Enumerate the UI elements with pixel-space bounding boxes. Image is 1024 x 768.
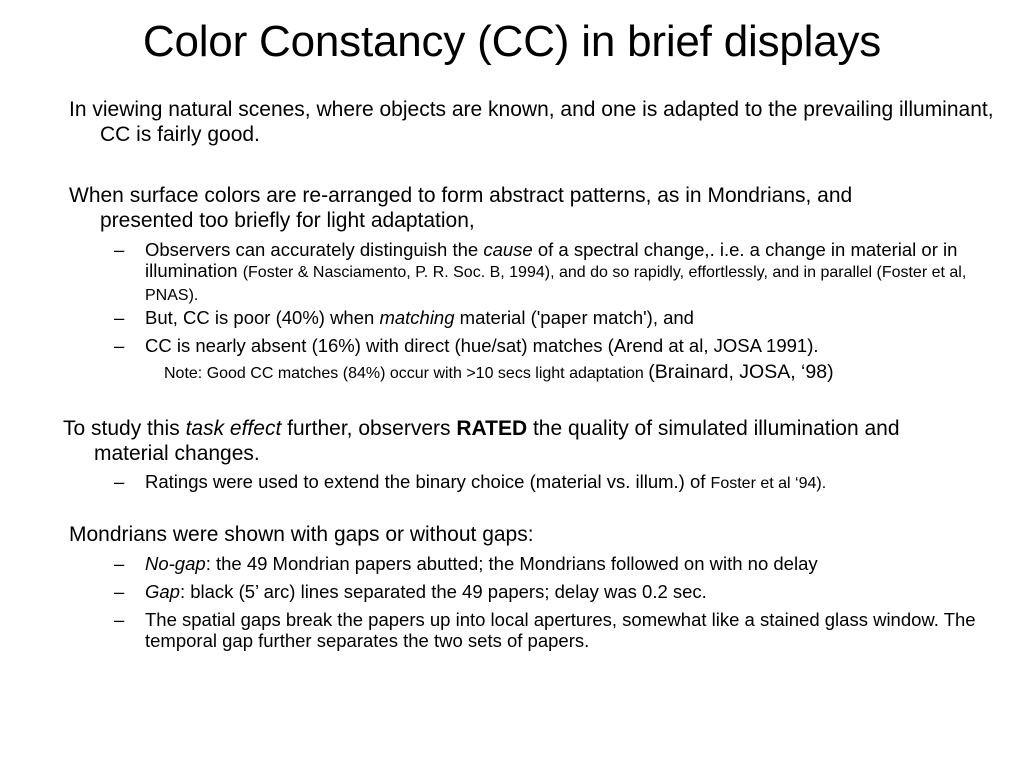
paragraph-task-effect	[63, 416, 974, 466]
bullet-text: The spatial gaps break the papers up into local apertures, somewhat like a stained glass window. The temporal gap further separates the two sets of papers.	[145, 609, 976, 651]
note-text: Note: Good CC matches (84%) occur with >10 secs light adaptation	[164, 365, 649, 382]
bullet-dash: –	[114, 471, 125, 492]
citation-foster: (Foster & Nasciamento, P. R. Soc. B, 1994), and do so rapidly, effortlessly, and in parallel (Foster et al, PNAS).	[145, 264, 967, 304]
bullet-text: Observers can accurately distinguish the	[145, 239, 484, 260]
bullet-gap	[114, 581, 1024, 602]
emphasis-rated: RATED	[456, 417, 528, 440]
paragraph-gaps: Mondrians were shown with gaps or without gaps:	[69, 523, 534, 546]
citation-foster-94: Foster et al ‘94).	[710, 475, 827, 492]
paragraph-text: the quality of simulated illumination and material changes.	[94, 417, 900, 465]
bullet-dash: –	[114, 307, 125, 328]
bullet-hue-sat	[114, 335, 1024, 356]
paragraph-mondrians-brief: When surface colors are re-arranged to form abstract patterns, as in Mondrians, and presented too briefly for light adaptation,	[69, 184, 853, 232]
bullet-dash: –	[114, 553, 125, 574]
emphasis-no-gap: No-gap	[145, 553, 206, 574]
bullet-dash: –	[114, 581, 125, 602]
bullet-text: of a spectral change,. i.e. a change in material or in illumination	[145, 239, 958, 281]
bullet-text: : black (5’ arc) lines separated the 49 papers; delay was 0.2 sec.	[179, 581, 707, 602]
bullet-text: material ('paper match'), and	[454, 307, 694, 328]
bullet-text: CC is nearly absent (16%) with direct (hue/sat) matches (Arend at al, JOSA 1991).	[145, 335, 819, 356]
emphasis-cause: cause	[483, 239, 533, 260]
emphasis-task-effect: task effect	[185, 417, 282, 440]
bullet-text: : the 49 Mondrian papers abutted; the Mondrians followed on with no delay	[205, 553, 818, 574]
note-light-adaptation	[164, 361, 1004, 385]
paragraph-text: To study this	[63, 417, 186, 440]
citation-brainard: (Brainard, JOSA, ‘98)	[648, 361, 834, 383]
bullet-paper-match	[114, 307, 1015, 328]
bullet-ratings	[114, 471, 1024, 494]
bullet-dash: –	[114, 239, 125, 260]
bullet-text: Ratings were used to extend the binary choice (material vs. illum.) of	[145, 471, 711, 492]
bullet-text: But, CC is poor (40%) when	[145, 307, 380, 328]
slide-title: Color Constancy (CC) in brief displays	[142, 17, 882, 66]
bullet-observers-cause	[114, 239, 1015, 306]
bullet-spatial-gaps	[114, 609, 1015, 651]
emphasis-gap: Gap	[145, 581, 180, 602]
bullet-dash: –	[114, 335, 125, 356]
bullet-dash: –	[114, 609, 125, 630]
emphasis-matching: matching	[379, 307, 455, 328]
paragraph-natural-scenes: In viewing natural scenes, where objects are known, and one is adapted to the prevailing illuminant, CC is fairly good.	[69, 98, 994, 146]
bullet-no-gap	[114, 553, 1024, 574]
paragraph-text: further, observers	[281, 417, 457, 440]
